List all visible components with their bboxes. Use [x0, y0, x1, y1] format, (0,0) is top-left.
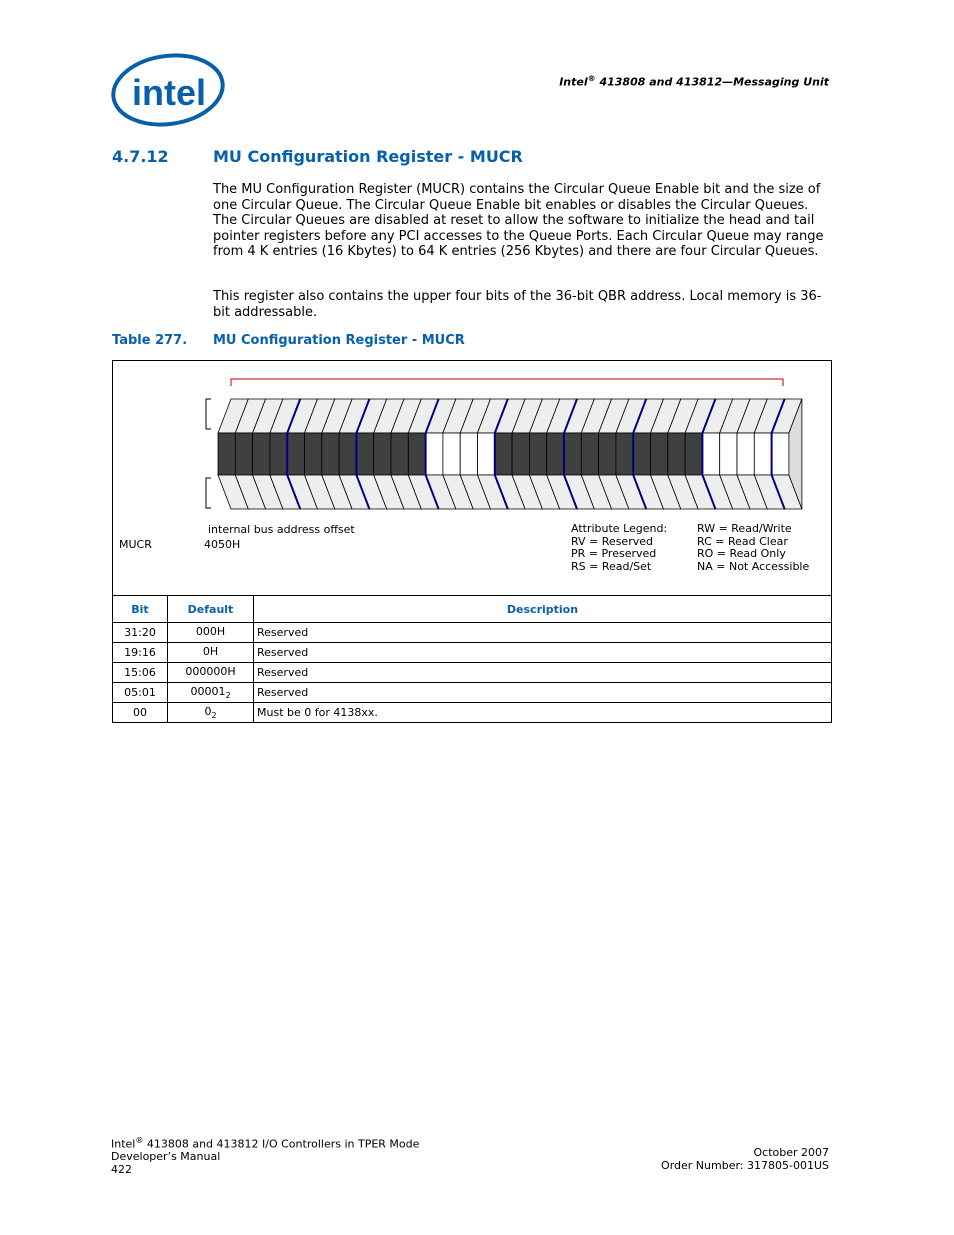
bit-cell — [616, 433, 633, 475]
register-diagram — [112, 360, 832, 597]
paragraph-1: The MU Configuration Register (MUCR) contains the Circular Queue Enable bit and the size of one Circular Queue. The Circular Queue Enable bit enables or disables the Circular Queues. The Circular Queues are disabled at reset to allow the software to initialize the head and tail pointer registers before any PCI accesses to the Queue Ports. Each Circular Queue may range from 4 K entries (16 Kbytes) to 64 K entries (256 Kbytes) and there are four Circular Queues. — [213, 182, 824, 259]
legend-item: RO = Read Only — [697, 547, 786, 561]
footer-right — [661, 1147, 829, 1172]
bit-cell — [495, 433, 512, 475]
bit-cell — [547, 433, 564, 475]
bit-cell — [633, 433, 650, 475]
section-heading: MU Configuration Register - MUCR — [213, 147, 523, 166]
cell-description: Reserved — [254, 663, 832, 683]
cell-bit: 31:20 — [113, 623, 168, 643]
bit-cell — [651, 433, 668, 475]
bit-cell — [754, 433, 771, 475]
footer-manual: Developer’s Manual — [111, 1150, 221, 1164]
legend-item: RV = Reserved — [571, 534, 653, 548]
bit-cell — [391, 433, 408, 475]
legend-right — [697, 523, 809, 574]
col-header-default: Default — [168, 596, 254, 623]
bit-cell — [685, 433, 702, 475]
bit-cell — [599, 433, 616, 475]
bit-cell — [512, 433, 529, 475]
logo-text: intel — [132, 72, 207, 113]
bit-cell — [218, 433, 235, 475]
cell-bit: 05:01 — [113, 683, 168, 703]
bit-cell — [356, 433, 373, 475]
bit-cell — [339, 433, 356, 475]
register-name: MUCR — [119, 538, 152, 551]
bit-cell — [253, 433, 270, 475]
cell-description: Reserved — [254, 643, 832, 663]
footer-left: Intel® 413808 and 413812 I/O Controllers in TPER Mode Developer’s Manual 422 — [111, 1136, 420, 1176]
legend-title: Attribute Legend: — [571, 522, 668, 535]
bit-cell — [720, 433, 737, 475]
cell-default: 0H — [168, 643, 254, 663]
cell-default: 000H — [168, 623, 254, 643]
legend-left — [571, 523, 667, 574]
bit-cell — [772, 433, 789, 475]
bit-cell — [426, 433, 443, 475]
bit-cell — [564, 433, 581, 475]
legend-item: RW = Read/Write — [697, 522, 792, 535]
bit-cell — [443, 433, 460, 475]
cell-bit: 19:16 — [113, 643, 168, 663]
bit-cell — [668, 433, 685, 475]
table-number: Table 277. — [112, 333, 188, 348]
table-row — [113, 623, 832, 643]
legend-item: RS = Read/Set — [571, 560, 652, 574]
bit-cell — [581, 433, 598, 475]
table-header-row — [113, 596, 832, 623]
left-bracket-top — [206, 399, 211, 429]
section-title — [112, 147, 523, 166]
page-number: 422 — [111, 1162, 132, 1176]
bit-cell — [322, 433, 339, 475]
bit-description-table — [112, 595, 832, 723]
table-row — [113, 663, 832, 683]
cell-default: $00001_2$ — [168, 683, 254, 703]
range-bracket — [231, 379, 783, 386]
bit-cell — [235, 433, 252, 475]
intel-logo — [110, 50, 228, 130]
table-title: MU Configuration Register - MUCR — [213, 333, 465, 348]
footer-date: October 2007 — [753, 1146, 829, 1159]
col-header-description: Description — [254, 596, 832, 623]
legend-item: NA = Not Accessible — [697, 560, 810, 574]
cell-default: 000000H — [168, 663, 254, 683]
bit-cell — [270, 433, 287, 475]
doc-header: Intel® 413808 and 413812—Messaging Unit — [559, 74, 829, 89]
legend-item: PR = Preserved — [571, 547, 657, 561]
cell-description: Must be 0 for 4138xx. — [254, 703, 832, 723]
table-row — [113, 683, 832, 703]
cell-description: Reserved — [254, 683, 832, 703]
register-offset: 4050H — [204, 538, 241, 551]
legend-item: RC = Read Clear — [697, 534, 788, 548]
offset-label: internal bus address offset — [208, 523, 355, 536]
cell-description: Reserved — [254, 623, 832, 643]
section-number: 4.7.12 — [112, 147, 169, 166]
bit-cell — [702, 433, 719, 475]
bit-cell — [408, 433, 425, 475]
bit-cell — [287, 433, 304, 475]
cell-default: $0_2$ — [168, 703, 254, 723]
table-caption — [112, 333, 465, 348]
left-bracket-bottom — [206, 478, 211, 508]
footer-order-number: Order Number: 317805-001US — [661, 1158, 829, 1172]
table-row — [113, 643, 832, 663]
paragraph-2: This register also contains the upper four bits of the 36-bit QBR address. Local memory is 36-bit addressable. — [213, 289, 822, 320]
bit-cell — [460, 433, 477, 475]
cell-bit: 00 — [113, 703, 168, 723]
cell-bit: 15:06 — [113, 663, 168, 683]
bit-cell — [737, 433, 754, 475]
col-header-bit: Bit — [113, 596, 168, 623]
bit-cell — [305, 433, 322, 475]
bit-cell — [529, 433, 546, 475]
bit-cell — [374, 433, 391, 475]
bit-cell — [478, 433, 495, 475]
table-row — [113, 703, 832, 723]
